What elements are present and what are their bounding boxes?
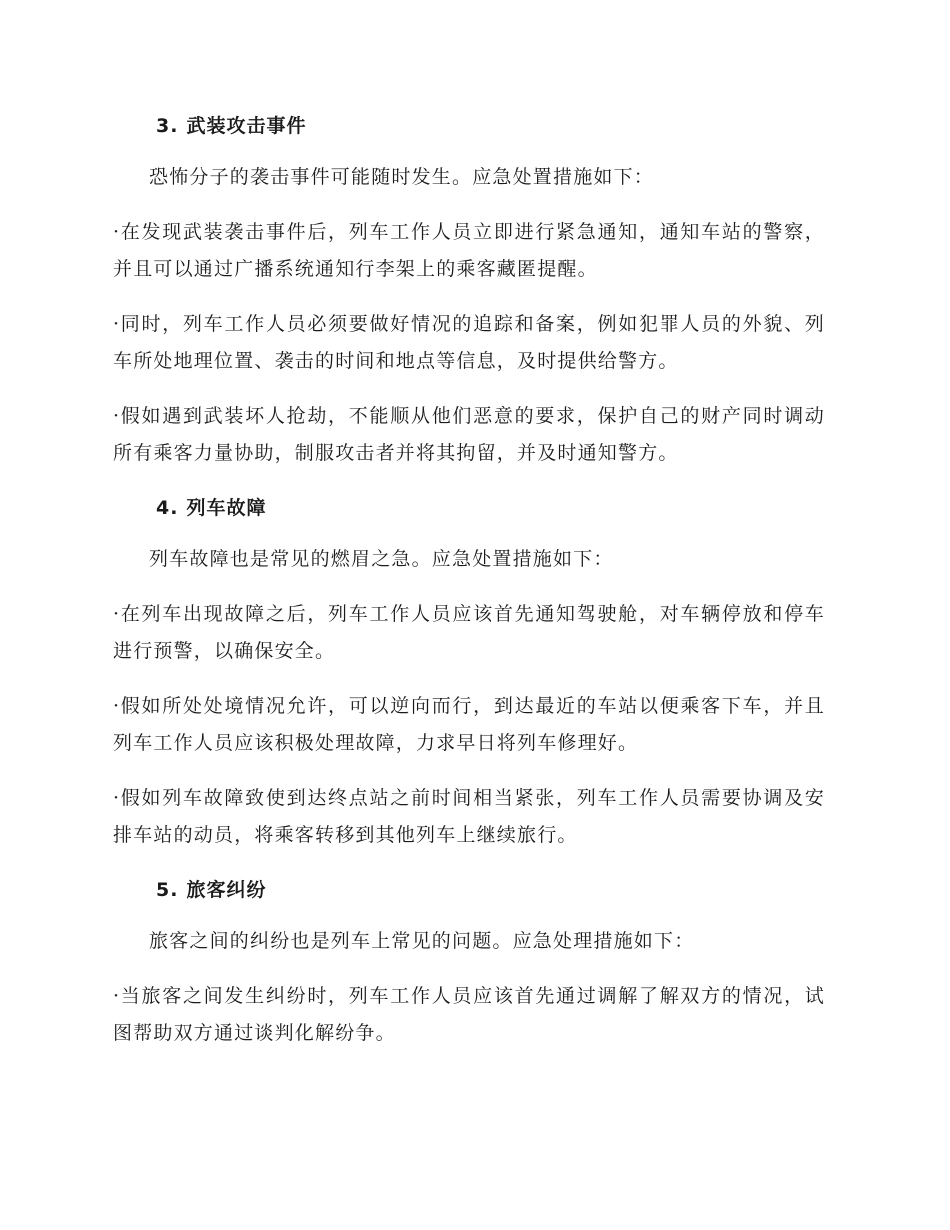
section-heading-3: [156, 108, 825, 145]
bullet-paragraph: ·假如所处处境情况允许，可以逆向而行，到达最近的车站以便乘客下车，并且列车工作人员应该积极处理故障，力求早日将列车修理好。: [113, 695, 825, 754]
section-title: 武装攻击事件: [186, 115, 307, 137]
document-page: [113, 108, 825, 1052]
section-number: 3.: [156, 115, 179, 137]
section-title: 旅客纠纷: [186, 879, 267, 901]
section-title: 列车故障: [186, 497, 267, 519]
section-intro: 旅客之间的纠纷也是列车上常见的问题。应急处理措施如下：: [149, 930, 695, 952]
bullet-paragraph: ·在发现武装袭击事件后，列车工作人员立即进行紧急通知，通知车站的警察，并且可以通过广播系统通知行李架上的乘客藏匿提醒。: [113, 221, 825, 280]
section-heading-5: [156, 872, 825, 909]
section-heading-4: [156, 490, 825, 527]
bullet-paragraph: ·假如遇到武装坏人抢劫，不能顺从他们恶意的要求，保护自己的财产同时调动所有乘客力量协助，制服攻击者并将其拘留，并及时通知警方。: [113, 405, 825, 464]
bullet-paragraph: ·在列车出现故障之后，列车工作人员应该首先通知驾驶舱，对车辆停放和停车进行预警，以确保安全。: [113, 603, 825, 662]
bullet-paragraph: ·假如列车故障致使到达终点站之前时间相当紧张，列车工作人员需要协调及安排车站的动员，将乘客转移到其他列车上继续旅行。: [113, 787, 825, 846]
bullet-paragraph: ·当旅客之间发生纠纷时，列车工作人员应该首先通过调解了解双方的情况，试图帮助双方通过谈判化解纷争。: [113, 985, 825, 1044]
section-intro: 恐怖分子的袭击事件可能随时发生。应急处置措施如下：: [149, 166, 655, 188]
section-intro: 列车故障也是常见的燃眉之急。应急处置措施如下：: [149, 548, 614, 570]
bullet-paragraph: ·同时，列车工作人员必须要做好情况的追踪和备案，例如犯罪人员的外貌、列车所处地理位置、袭击的时间和地点等信息，及时提供给警方。: [113, 313, 825, 372]
section-number: 5.: [156, 879, 179, 901]
section-number: 4.: [156, 497, 179, 519]
